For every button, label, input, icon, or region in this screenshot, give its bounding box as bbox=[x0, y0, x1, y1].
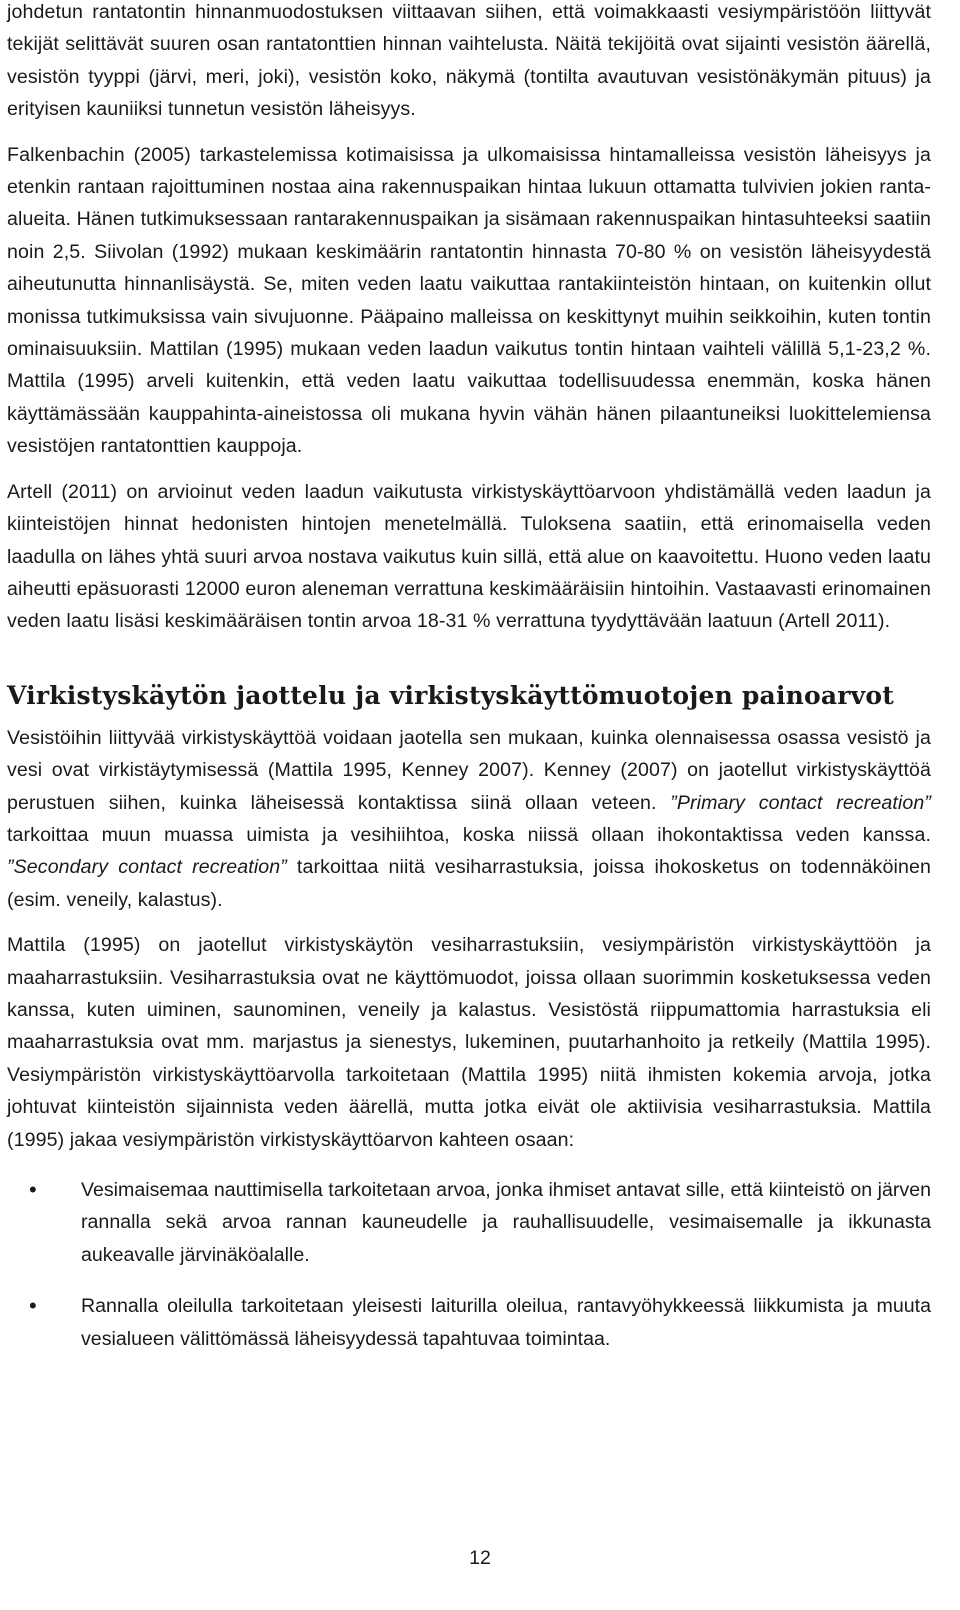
bullet-marker: • bbox=[29, 1293, 37, 1319]
bullet-marker: • bbox=[29, 1177, 37, 1202]
list-item bbox=[7, 1290, 931, 1355]
paragraph-waterfront-price-factors: johdetun rantatontin hinnanmuodostuksen viittaavan siihen, että voimakkaasti vesiympäristöön liittyvät tekijät selittävät suuren osan rantatonttien hinnan vaihtelusta. Näitä tekijöitä ovat sijainti vesistön äärellä, vesistön tyyppi (järvi, meri, joki), vesistön koko, näkymä (tontilta avautuvan vesistönäkymän pituus) ja erityisen kauniiksi tunnetun vesistön läheisyys. bbox=[7, 1, 931, 121]
term-primary-contact: ”Primary contact recreation” bbox=[670, 791, 932, 814]
paragraph-recreation-classification bbox=[7, 722, 931, 916]
paragraph-artell-study: Artell (2011) on arvioinut veden laadun vaikutusta virkistyskäyttöarvoon yhdistämällä veden laadun ja kiinteistöjen hinnat hedonisten hintojen menetelmällä. Tuloksena saatiin, että erinomaisella veden laadulla on lähes yhtä suuri arvoa nostava vaikutus kuin sillä, että alue on kaavoitettu. Huono veden laatu aiheutti epäsuorasti 12000 euron aleneman verrattuna keskimääräisiin hintoihin. Vastaavasti erinomainen veden laatu lisäsi keskimääräisen tontin arvoa 18-31 % verrattuna tyydyttävään laatuun (Artell 2011). bbox=[7, 480, 931, 633]
page-number: 12 bbox=[469, 1547, 491, 1569]
list-item-text: Rannalla oleilulla tarkoitetaan yleisesti laiturilla oleilua, rantavyöhykkeessä liikkumista ja muuta vesialueen välittömässä läheisyydessä tapahtuvaa toimintaa. bbox=[81, 1295, 931, 1350]
page-content bbox=[7, 0, 931, 1374]
paragraph-text-a: Vesistöihin liittyvää virkistyskäyttöä voidaan jaotella sen mukaan, kuinka olennaisessa osassa vesistö ja vesi ovat virkistäytymisessä (Mattila 1995, Kenney 2007). Kenney (2007) on jaotellut virkistyskäyttöä perustuen siihen, kuinka läheisessä kontaktissa siinä ollaan veteen. bbox=[7, 726, 931, 814]
paragraph-text-c: tarkoittaa niitä vesiharrastuksia, joissa ihokosketus on todennäköinen (esim. veneily, kalastus). bbox=[7, 856, 931, 911]
paragraph-mattila-classification: Mattila (1995) on jaotellut virkistyskäytön vesiharrastuksiin, vesiympäristön virkistyskäyttöön ja maaharrastuksiin. Vesiharrastuksia ovat ne käyttömuodot, joissa ollaan suorimmin kosketuksessa veden kanssa, kuten uiminen, saunominen, veneily ja kalastus. Vesistöstä riippumattomia harrastuksia eli maaharrastuksia ovat mm. marjastus ja sienestys, lukeminen, puutarhanhoito ja retkeily (Mattila 1995). Vesiympäristön virkistyskäyttöarvolla tarkoitetaan (Mattila 1995) niitä ihmisten kokemia arvoja, jotka johtuvat kiinteistön sijainnista veden äärellä, mutta jotka eivät ole aktiivisia vesiharrastuksia. Mattila (1995) jakaa vesiympäristön virkistyskäyttöarvon kahteen osaan: bbox=[7, 934, 931, 1151]
bullet-list bbox=[7, 1174, 931, 1355]
paragraph-text-b: tarkoittaa muun muassa uimista ja vesihiihtoa, koska niissä ollaan ihokontaktissa veden kanssa. bbox=[7, 823, 931, 846]
term-secondary-contact: ”Secondary contact recreation” bbox=[7, 856, 287, 879]
list-item bbox=[7, 1174, 931, 1271]
list-item-text: Vesimaisemaa nauttimisella tarkoitetaan arvoa, jonka ihmiset antavat sille, että kiinteistö on järven rannalla sekä arvoa rannan kauneudelle ja rauhallisuudelle, vesimaisemalle ja ikkunasta aukeavalle järvinäköalalle. bbox=[81, 1179, 931, 1266]
paragraph-falkenbach-study: Falkenbachin (2005) tarkastelemissa kotimaisissa ja ulkomaisissa hintamalleissa vesistön läheisyys ja etenkin rantaan rajoittuminen nostaa aina rakennuspaikan hintaa lukuun ottamatta tulvivien jokien ranta-alueita. Hänen tutkimuksessaan rantarakennuspaikan ja sisämaan rakennuspaikan hintasuhteeksi saatiin noin 2,5. Siivolan (1992) mukaan keskimäärin rantatontin hinnasta 70-80 % on vesistön läheisyydestä aiheutunutta hinnanlisäystä. Se, miten veden laatu vaikuttaa rantakiinteistön hintaan, on kuitenkin ollut monissa tutkimuksissa vain sivujuonne. Pääpaino malleissa on keskittynyt muihin seikkoihin, kuten tontin ominaisuuksiin. Mattilan (1995) mukaan veden laadun vaikutus tontin hintaan vaihteli välillä 5,1-23,2 %. Mattila (1995) arveli kuitenkin, että veden laatu vaikuttaa todellisuudessa enemmän, koska hänen käyttämässään kauppahinta-aineistossa oli mukana hyvin vähän hänen pilaantuneiksi luokittelemiensa vesistöjen rantatonttien kauppoja. bbox=[7, 143, 931, 458]
section-heading: Virkistyskäytön jaottelu ja virkistyskäyttömuotojen painoarvot bbox=[7, 680, 895, 710]
